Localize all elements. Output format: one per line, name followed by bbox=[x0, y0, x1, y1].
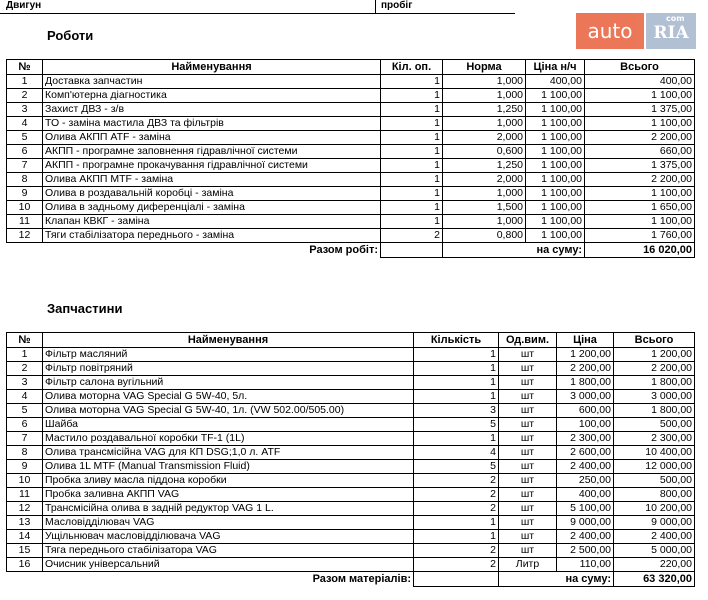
part-name: Очисник універсальний bbox=[43, 558, 414, 572]
row-number: 8 bbox=[7, 446, 43, 460]
part-name: Пробка заливна АКПП VAG bbox=[43, 488, 414, 502]
part-name: Тяга переднього стабілізатора VAG bbox=[43, 544, 414, 558]
work-name: Доставка запчастин bbox=[43, 75, 381, 89]
part-name: Олива 1L MTF (Manual Transmission Fluid) bbox=[43, 460, 414, 474]
price: 2 500,00 bbox=[557, 544, 614, 558]
col-norm: Норма bbox=[443, 60, 526, 75]
row-number: 3 bbox=[7, 103, 43, 117]
price: 2 300,00 bbox=[557, 432, 614, 446]
parts-row bbox=[7, 530, 695, 544]
row-total: 2 200,00 bbox=[585, 131, 695, 145]
row-number: 12 bbox=[7, 229, 43, 243]
row-total: 1 800,00 bbox=[614, 404, 695, 418]
row-number: 1 bbox=[7, 75, 43, 89]
works-section-title: Роботи bbox=[47, 28, 94, 43]
parts-row bbox=[7, 390, 695, 404]
row-total: 2 400,00 bbox=[614, 530, 695, 544]
work-name: Олива в задньому диференціалі - заміна bbox=[43, 201, 381, 215]
works-row bbox=[7, 173, 695, 187]
norm-value: 1,000 bbox=[443, 215, 526, 229]
row-total: 1 375,00 bbox=[585, 159, 695, 173]
quantity: 1 bbox=[414, 390, 499, 404]
row-number: 3 bbox=[7, 376, 43, 390]
parts-row bbox=[7, 432, 695, 446]
operations-count: 1 bbox=[381, 89, 443, 103]
row-total: 12 000,00 bbox=[614, 460, 695, 474]
price: 2 200,00 bbox=[557, 362, 614, 376]
quantity: 3 bbox=[414, 404, 499, 418]
top-header-strip bbox=[0, 0, 708, 14]
col-total: Всього bbox=[585, 60, 695, 75]
norm-value: 1,000 bbox=[443, 75, 526, 89]
quantity: 1 bbox=[414, 376, 499, 390]
row-number: 13 bbox=[7, 516, 43, 530]
quantity: 1 bbox=[414, 362, 499, 376]
unit: шт bbox=[499, 530, 557, 544]
row-number: 11 bbox=[7, 488, 43, 502]
hour-price: 1 100,00 bbox=[526, 173, 585, 187]
parts-row bbox=[7, 488, 695, 502]
work-name: Олива АКПП ATF - заміна bbox=[43, 131, 381, 145]
operations-count: 1 bbox=[381, 75, 443, 89]
parts-row bbox=[7, 348, 695, 362]
row-number: 2 bbox=[7, 89, 43, 103]
hour-price: 1 100,00 bbox=[526, 159, 585, 173]
row-number: 14 bbox=[7, 530, 43, 544]
price: 9 000,00 bbox=[557, 516, 614, 530]
row-total: 400,00 bbox=[585, 75, 695, 89]
row-number: 10 bbox=[7, 201, 43, 215]
unit: шт bbox=[499, 460, 557, 474]
operations-count: 1 bbox=[381, 117, 443, 131]
hour-price: 1 100,00 bbox=[526, 215, 585, 229]
unit: шт bbox=[499, 404, 557, 418]
row-total: 10 200,00 bbox=[614, 502, 695, 516]
unit: шт bbox=[499, 502, 557, 516]
quantity: 4 bbox=[414, 446, 499, 460]
logo-auto-part: auto bbox=[576, 13, 644, 49]
quantity: 1 bbox=[414, 530, 499, 544]
quantity: 2 bbox=[414, 558, 499, 572]
works-row bbox=[7, 201, 695, 215]
hour-price: 1 100,00 bbox=[526, 89, 585, 103]
quantity: 2 bbox=[414, 488, 499, 502]
hour-price: 1 100,00 bbox=[526, 117, 585, 131]
hour-price: 1 100,00 bbox=[526, 201, 585, 215]
row-total: 1 100,00 bbox=[585, 89, 695, 103]
row-number: 4 bbox=[7, 117, 43, 131]
parts-table bbox=[6, 332, 695, 587]
works-total-value: 16 020,00 bbox=[585, 243, 695, 258]
unit: шт bbox=[499, 348, 557, 362]
price: 5 100,00 bbox=[557, 502, 614, 516]
norm-value: 0,600 bbox=[443, 145, 526, 159]
row-number: 9 bbox=[7, 460, 43, 474]
quantity: 2 bbox=[414, 502, 499, 516]
part-name: Фільтр салона вугільний bbox=[43, 376, 414, 390]
operations-count: 1 bbox=[381, 103, 443, 117]
hour-price: 1 100,00 bbox=[526, 131, 585, 145]
row-total: 220,00 bbox=[614, 558, 695, 572]
price: 400,00 bbox=[557, 488, 614, 502]
row-number: 4 bbox=[7, 390, 43, 404]
part-name: Мастило роздавальної коробки TF-1 (1L) bbox=[43, 432, 414, 446]
unit: шт bbox=[499, 390, 557, 404]
col-name: Найменування bbox=[43, 60, 381, 75]
row-total: 1 100,00 bbox=[585, 215, 695, 229]
part-name: Фільтр повітряний bbox=[43, 362, 414, 376]
row-number: 10 bbox=[7, 474, 43, 488]
col-name: Найменування bbox=[43, 333, 414, 348]
operations-count: 1 bbox=[381, 145, 443, 159]
unit: шт bbox=[499, 432, 557, 446]
row-total: 1 100,00 bbox=[585, 187, 695, 201]
works-row bbox=[7, 187, 695, 201]
row-number: 11 bbox=[7, 215, 43, 229]
work-name: Комп'ютерна діагностика bbox=[43, 89, 381, 103]
price: 2 400,00 bbox=[557, 530, 614, 544]
parts-total-row bbox=[7, 572, 695, 587]
works-row bbox=[7, 89, 695, 103]
parts-row bbox=[7, 516, 695, 530]
row-number: 7 bbox=[7, 159, 43, 173]
row-number: 15 bbox=[7, 544, 43, 558]
autoria-watermark-logo bbox=[576, 13, 698, 49]
parts-row bbox=[7, 418, 695, 432]
part-name: Олива трансмісійна VAG для КП DSG;1,0 л. ATF bbox=[43, 446, 414, 460]
row-total: 660,00 bbox=[585, 145, 695, 159]
part-name: Олива моторна VAG Special G 5W-40, 1л. (VW 502.00/505.00) bbox=[43, 404, 414, 418]
parts-section-title: Запчастини bbox=[47, 301, 123, 316]
price: 2 600,00 bbox=[557, 446, 614, 460]
work-name: ТО - заміна мастила ДВЗ та фільтрів bbox=[43, 117, 381, 131]
part-name: Шайба bbox=[43, 418, 414, 432]
quantity: 1 bbox=[414, 348, 499, 362]
mileage-label: пробіг bbox=[381, 0, 413, 11]
row-number: 8 bbox=[7, 173, 43, 187]
parts-total-value: 63 320,00 bbox=[614, 572, 695, 587]
parts-row bbox=[7, 502, 695, 516]
row-total: 500,00 bbox=[614, 474, 695, 488]
parts-row bbox=[7, 362, 695, 376]
row-total: 1 800,00 bbox=[614, 376, 695, 390]
price: 3 000,00 bbox=[557, 390, 614, 404]
row-total: 500,00 bbox=[614, 418, 695, 432]
norm-value: 1,250 bbox=[443, 159, 526, 173]
unit: шт bbox=[499, 544, 557, 558]
norm-value: 1,000 bbox=[443, 117, 526, 131]
norm-value: 1,500 bbox=[443, 201, 526, 215]
works-row bbox=[7, 117, 695, 131]
unit: шт bbox=[499, 418, 557, 432]
unit: шт bbox=[499, 516, 557, 530]
price: 110,00 bbox=[557, 558, 614, 572]
col-total: Всього bbox=[614, 333, 695, 348]
norm-value: 2,000 bbox=[443, 131, 526, 145]
row-total: 5 000,00 bbox=[614, 544, 695, 558]
norm-value: 0,800 bbox=[443, 229, 526, 243]
row-total: 1 100,00 bbox=[585, 117, 695, 131]
part-name: Трансмісійна олива в задній редуктор VAG 1 L. bbox=[43, 502, 414, 516]
part-name: Масловідділювач VAG bbox=[43, 516, 414, 530]
operations-count: 1 bbox=[381, 187, 443, 201]
row-total: 2 200,00 bbox=[614, 362, 695, 376]
hour-price: 400,00 bbox=[526, 75, 585, 89]
part-name: Олива моторна VAG Special G 5W-40, 5л. bbox=[43, 390, 414, 404]
parts-sum-label: на суму: bbox=[499, 572, 614, 587]
row-total: 1 375,00 bbox=[585, 103, 695, 117]
norm-value: 2,000 bbox=[443, 173, 526, 187]
row-total: 1 760,00 bbox=[585, 229, 695, 243]
unit: шт bbox=[499, 488, 557, 502]
hour-price: 1 100,00 bbox=[526, 229, 585, 243]
part-name: Фільтр масляний bbox=[43, 348, 414, 362]
hour-price: 1 100,00 bbox=[526, 145, 585, 159]
parts-row bbox=[7, 558, 695, 572]
row-total: 800,00 bbox=[614, 488, 695, 502]
norm-value: 1,000 bbox=[443, 89, 526, 103]
unit: Литр bbox=[499, 558, 557, 572]
works-total-row bbox=[7, 243, 695, 258]
row-number: 6 bbox=[7, 145, 43, 159]
row-total: 1 200,00 bbox=[614, 348, 695, 362]
parts-row bbox=[7, 474, 695, 488]
parts-row bbox=[7, 460, 695, 474]
operations-count: 1 bbox=[381, 173, 443, 187]
quantity: 2 bbox=[414, 544, 499, 558]
price: 250,00 bbox=[557, 474, 614, 488]
divider bbox=[0, 13, 375, 14]
works-header-row bbox=[7, 60, 695, 75]
work-name: АКПП - програмне прокачування гідравлічної системи bbox=[43, 159, 381, 173]
unit: шт bbox=[499, 446, 557, 460]
unit: шт bbox=[499, 474, 557, 488]
hour-price: 1 100,00 bbox=[526, 103, 585, 117]
row-total: 1 650,00 bbox=[585, 201, 695, 215]
norm-value: 1,250 bbox=[443, 103, 526, 117]
row-number: 5 bbox=[7, 404, 43, 418]
parts-row bbox=[7, 446, 695, 460]
row-total: 10 400,00 bbox=[614, 446, 695, 460]
col-number: № bbox=[7, 60, 43, 75]
col-operations: Кіл. оп. bbox=[381, 60, 443, 75]
work-name: Тяги стабілізатора переднього - заміна bbox=[43, 229, 381, 243]
price: 100,00 bbox=[557, 418, 614, 432]
works-row bbox=[7, 159, 695, 173]
divider bbox=[375, 0, 376, 14]
work-name: Захист ДВЗ - з/в bbox=[43, 103, 381, 117]
quantity: 1 bbox=[414, 516, 499, 530]
works-row bbox=[7, 131, 695, 145]
logo-ria-part bbox=[646, 13, 696, 49]
engine-label: Двигун bbox=[6, 0, 42, 11]
unit: шт bbox=[499, 376, 557, 390]
operations-count: 1 bbox=[381, 159, 443, 173]
price: 1 800,00 bbox=[557, 376, 614, 390]
operations-count: 1 bbox=[381, 201, 443, 215]
row-total: 3 000,00 bbox=[614, 390, 695, 404]
row-number: 5 bbox=[7, 131, 43, 145]
col-quantity: Кількість bbox=[414, 333, 499, 348]
works-row bbox=[7, 75, 695, 89]
price: 2 400,00 bbox=[557, 460, 614, 474]
parts-header-row bbox=[7, 333, 695, 348]
operations-count: 1 bbox=[381, 131, 443, 145]
quantity: 1 bbox=[414, 432, 499, 446]
price: 600,00 bbox=[557, 404, 614, 418]
operations-count: 2 bbox=[381, 229, 443, 243]
norm-value: 1,000 bbox=[443, 187, 526, 201]
parts-row bbox=[7, 544, 695, 558]
row-number: 7 bbox=[7, 432, 43, 446]
row-total: 9 000,00 bbox=[614, 516, 695, 530]
col-hour-price: Ціна н/ч bbox=[526, 60, 585, 75]
row-total: 2 200,00 bbox=[585, 173, 695, 187]
works-row bbox=[7, 215, 695, 229]
row-number: 1 bbox=[7, 348, 43, 362]
works-sum-label: на суму: bbox=[443, 243, 585, 258]
row-number: 9 bbox=[7, 187, 43, 201]
row-number: 12 bbox=[7, 502, 43, 516]
col-price: Ціна bbox=[557, 333, 614, 348]
work-name: Олива АКПП MTF - заміна bbox=[43, 173, 381, 187]
part-name: Ущільнювач масловідділювача VAG bbox=[43, 530, 414, 544]
works-table bbox=[6, 59, 695, 258]
work-name: Клапан КВКГ - заміна bbox=[43, 215, 381, 229]
price: 1 200,00 bbox=[557, 348, 614, 362]
logo-ria-text: RIA bbox=[653, 23, 689, 43]
logo-small-text: com bbox=[666, 14, 685, 23]
parts-total-label: Разом матеріалів: bbox=[43, 572, 414, 587]
quantity: 5 bbox=[414, 418, 499, 432]
row-number: 16 bbox=[7, 558, 43, 572]
divider bbox=[375, 13, 515, 14]
operations-count: 1 bbox=[381, 215, 443, 229]
quantity: 2 bbox=[414, 474, 499, 488]
part-name: Пробка зливу масла піддона коробки bbox=[43, 474, 414, 488]
col-unit: Од.вим. bbox=[499, 333, 557, 348]
works-row bbox=[7, 145, 695, 159]
row-number: 2 bbox=[7, 362, 43, 376]
parts-row bbox=[7, 404, 695, 418]
works-row bbox=[7, 103, 695, 117]
row-total: 2 300,00 bbox=[614, 432, 695, 446]
works-total-label: Разом робіт: bbox=[43, 243, 381, 258]
hour-price: 1 100,00 bbox=[526, 187, 585, 201]
row-number: 6 bbox=[7, 418, 43, 432]
unit: шт bbox=[499, 362, 557, 376]
col-number: № bbox=[7, 333, 43, 348]
work-name: АКПП - програмне заповнення гідравлічної системи bbox=[43, 145, 381, 159]
quantity: 5 bbox=[414, 460, 499, 474]
work-name: Олива в роздавальній коробці - заміна bbox=[43, 187, 381, 201]
parts-row bbox=[7, 376, 695, 390]
works-row bbox=[7, 229, 695, 243]
